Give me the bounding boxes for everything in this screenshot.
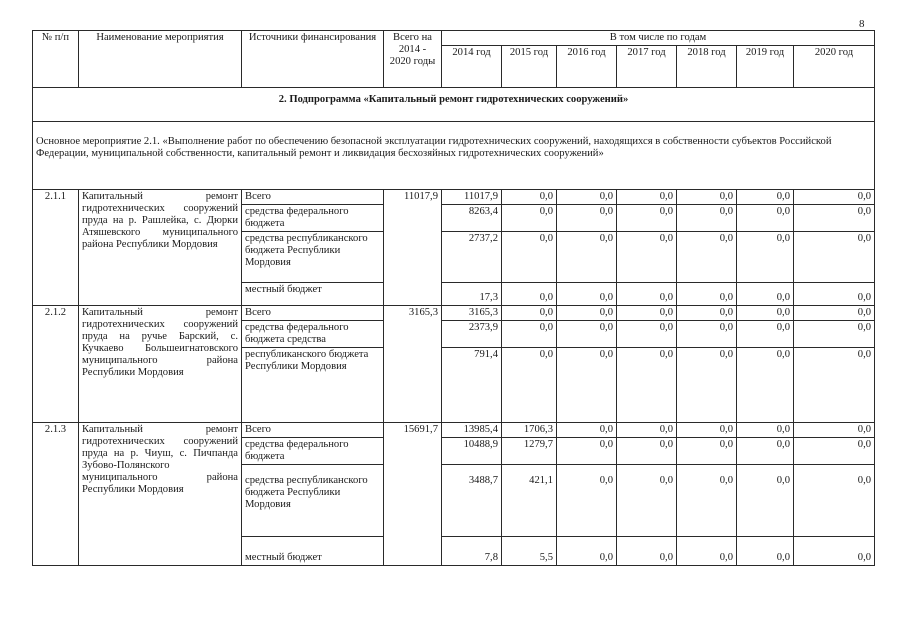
page-number: 8 [859, 18, 865, 30]
table-row [33, 306, 875, 321]
value-cell: 0,0 [794, 232, 875, 283]
value-cell: 0,0 [502, 283, 557, 306]
value-cell: 0,0 [794, 205, 875, 232]
header-year: 2017 год [617, 46, 677, 88]
item-total: 15691,7 [384, 423, 442, 566]
value-cell: 11017,9 [442, 190, 502, 205]
source-cell: средства федерального бюджета [242, 438, 384, 465]
value-cell: 0,0 [677, 306, 737, 321]
value-cell: 0,0 [557, 190, 617, 205]
source-cell: местный бюджет [242, 537, 384, 566]
value-cell: 421,1 [502, 465, 557, 537]
value-cell: 0,0 [794, 438, 875, 465]
value-cell: 0,0 [677, 423, 737, 438]
value-cell: 0,0 [737, 465, 794, 537]
source-cell: средства федерального бюджета [242, 205, 384, 232]
main-event-row [33, 122, 875, 190]
source-cell: Всего [242, 423, 384, 438]
value-cell: 0,0 [502, 205, 557, 232]
value-cell: 0,0 [737, 438, 794, 465]
value-cell: 0,0 [557, 205, 617, 232]
item-number: 2.1.3 [33, 423, 79, 566]
header-num: № п/п [33, 31, 79, 88]
value-cell: 0,0 [677, 232, 737, 283]
value-cell: 0,0 [617, 232, 677, 283]
value-cell: 2373,9 [442, 321, 502, 348]
item-name: Капитальный ремонт гидротехнических сооружений пруда на р. Рашлейка, с. Дюрки Атяшевского муниципального района Республики Мордовия [79, 190, 242, 306]
value-cell: 0,0 [794, 306, 875, 321]
value-cell: 0,0 [617, 190, 677, 205]
value-cell: 0,0 [557, 537, 617, 566]
value-cell: 0,0 [677, 205, 737, 232]
source-cell: средства федерального бюджета средства [242, 321, 384, 348]
header-year: 2016 год [557, 46, 617, 88]
value-cell: 3488,7 [442, 465, 502, 537]
value-cell: 0,0 [557, 438, 617, 465]
value-cell: 0,0 [794, 190, 875, 205]
header-year: 2014 год [442, 46, 502, 88]
value-cell: 0,0 [794, 537, 875, 566]
value-cell: 0,0 [617, 348, 677, 423]
value-cell: 0,0 [677, 537, 737, 566]
value-cell: 0,0 [617, 465, 677, 537]
header-row-top [33, 31, 875, 46]
value-cell: 0,0 [794, 465, 875, 537]
value-cell: 0,0 [617, 205, 677, 232]
value-cell: 0,0 [677, 438, 737, 465]
item-total: 11017,9 [384, 190, 442, 306]
funding-table [32, 30, 875, 566]
value-cell: 0,0 [557, 465, 617, 537]
value-cell: 0,0 [737, 348, 794, 423]
subprogram-row [33, 88, 875, 122]
header-years-group: В том числе по годам [442, 31, 875, 46]
value-cell: 17,3 [442, 283, 502, 306]
value-cell: 791,4 [442, 348, 502, 423]
value-cell: 0,0 [737, 537, 794, 566]
value-cell: 0,0 [617, 283, 677, 306]
value-cell: 0,0 [737, 205, 794, 232]
header-total: Всего на 2014 - 2020 годы [384, 31, 442, 88]
source-cell: средства республиканского бюджета Республики Мордовия [242, 465, 384, 537]
value-cell: 0,0 [617, 438, 677, 465]
source-cell: республиканского бюджета Республики Мордовия [242, 348, 384, 423]
value-cell: 0,0 [502, 232, 557, 283]
value-cell: 0,0 [557, 423, 617, 438]
header-year: 2020 год [794, 46, 875, 88]
value-cell: 0,0 [557, 232, 617, 283]
source-cell: местный бюджет [242, 283, 384, 306]
value-cell: 0,0 [737, 321, 794, 348]
value-cell: 0,0 [677, 321, 737, 348]
value-cell: 2737,2 [442, 232, 502, 283]
table-row [33, 190, 875, 205]
header-year: 2015 год [502, 46, 557, 88]
value-cell: 0,0 [617, 423, 677, 438]
value-cell: 0,0 [502, 321, 557, 348]
value-cell: 0,0 [794, 423, 875, 438]
source-cell: Всего [242, 190, 384, 205]
value-cell: 0,0 [794, 283, 875, 306]
value-cell: 0,0 [794, 348, 875, 423]
value-cell: 5,5 [502, 537, 557, 566]
item-total: 3165,3 [384, 306, 442, 423]
value-cell: 13985,4 [442, 423, 502, 438]
value-cell: 0,0 [502, 348, 557, 423]
header-year: 2018 год [677, 46, 737, 88]
value-cell: 0,0 [677, 283, 737, 306]
value-cell: 0,0 [502, 190, 557, 205]
table-row [33, 423, 875, 438]
value-cell: 0,0 [737, 190, 794, 205]
header-name: Наименование мероприятия [79, 31, 242, 88]
main-event-text: Основное мероприятие 2.1. «Выполнение работ по обеспечению безопасной эксплуатации гидротехнических сооружений, находящихся в собственности субъектов Российской Федерации, муниципальной собственности, капитальный ремонт и ликвидация бесхозяйных гидротехнических сооружений» [33, 122, 875, 190]
source-cell: Всего [242, 306, 384, 321]
value-cell: 0,0 [502, 306, 557, 321]
subprogram-title: 2. Подпрограмма «Капитальный ремонт гидротехнических сооружений» [33, 88, 875, 122]
value-cell: 0,0 [617, 321, 677, 348]
value-cell: 0,0 [737, 423, 794, 438]
value-cell: 3165,3 [442, 306, 502, 321]
header-source: Источники финансирования [242, 31, 384, 88]
item-number: 2.1.1 [33, 190, 79, 306]
value-cell: 0,0 [737, 283, 794, 306]
value-cell: 0,0 [737, 232, 794, 283]
value-cell: 0,0 [677, 465, 737, 537]
value-cell: 1706,3 [502, 423, 557, 438]
source-cell: средства республиканского бюджета Республики Мордовия [242, 232, 384, 283]
value-cell: 0,0 [557, 321, 617, 348]
value-cell: 7,8 [442, 537, 502, 566]
item-number: 2.1.2 [33, 306, 79, 423]
value-cell: 0,0 [557, 306, 617, 321]
value-cell: 0,0 [557, 283, 617, 306]
value-cell: 0,0 [557, 348, 617, 423]
item-name: Капитальный ремонт гидротехнических сооружений пруда на ручье Барский, с. Кучкаево Большеигнатовского муниципального района Республики Мордовия [79, 306, 242, 423]
value-cell: 0,0 [677, 348, 737, 423]
value-cell: 0,0 [617, 537, 677, 566]
header-year: 2019 год [737, 46, 794, 88]
value-cell: 0,0 [737, 306, 794, 321]
value-cell: 1279,7 [502, 438, 557, 465]
value-cell: 0,0 [677, 190, 737, 205]
value-cell: 0,0 [794, 321, 875, 348]
item-name: Капитальный ремонт гидротехнических сооружений пруда на р. Чиуш, с. Пичпанда Зубово-Полянского муниципального района Республики Мордовия [79, 423, 242, 566]
value-cell: 8263,4 [442, 205, 502, 232]
value-cell: 0,0 [617, 306, 677, 321]
value-cell: 10488,9 [442, 438, 502, 465]
